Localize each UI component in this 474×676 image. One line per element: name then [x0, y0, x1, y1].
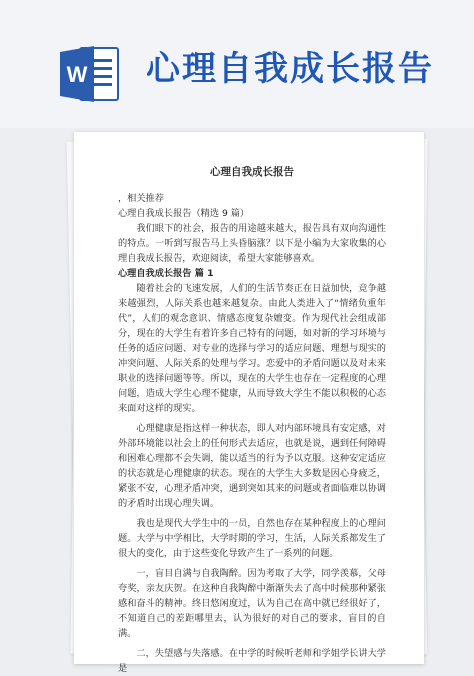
body-paragraph: 我也是现代大学生中的一员，自然也存在某种程度上的心理问题。大学与中学相比，大学时期的学习，生活，人际关系都发生了很大的变化，由于这些变化导致产生了一系列的问题。	[118, 518, 386, 559]
body-paragraph: 二，失望感与失落感。在中学的时候听老师和学姐学长讲大学是	[118, 648, 386, 674]
document-subtitle: 心理自我成长报告（精选 9 篇）	[118, 208, 250, 219]
svg-text:W: W	[66, 62, 88, 87]
document-page	[74, 132, 424, 674]
body-paragraph: 一，盲目自满与自我陶醉。因为考取了大学，同学羡慕，父母夸奖，亲友庆贺。在这种自我陶醉中渐渐失去了高中时候那种紧张感和奋斗的精神。终日悠闲度过，认为自己在高中就已经很好了，不知道自己的差距哪里去，认为很好的对自己的要求，盲目的自满。	[118, 568, 386, 639]
body-paragraph: 心理健康是指这样一种状态，即人对内部环境具有安定感，对外部环境能以社会上的任何形式去适应，也就是说，遇到任何障碍和困难心理都不会失调，能以适当的行为予以克服。这种安定适应的状态就是心理健康的状态。现在的大学生大多数是因心身疲乏，紧张不安，心理矛盾冲突，遇到突如其来的问题或者面临难以协调的矛盾时出现心理失调。	[118, 423, 386, 509]
header-banner	[0, 0, 474, 128]
body-paragraph: 随着社会的飞速发展，人们的生活节奏正在日益加快，竞争越来越强烈，人际关系也越来越复杂。由此人类进入了“情绪负重年代”，人们的观念意识、情感态度复杂嬗变。作为现代社会组成部分，现在的大学生有着许多自己特有的问题，如对新的学习环境与任务的适应问题、对专业的选择与学习的适应问题、理想与现实的冲突问题、人际关系的处理与学习。恋爱中的矛盾问题以及对未来职业的选择问题等等。所以，现在的大学生也存在一定程度的心理问题，造成大学生心理不健康，从而导致大学生不能以积极的心态来面对这样的现实。	[118, 283, 386, 414]
document-title: 心理自我成长报告	[210, 166, 294, 178]
intro-paragraph: 我们眼下的社会，报告的用途越来越大，报告具有双向沟通性的特点。一听到写报告马上头昏脑涨？以下是小编为大家收集的心理自我成长报告，欢迎阅读，希望大家能够喜欢。	[118, 223, 386, 264]
banner-title: 心理自我成长报告	[146, 49, 434, 89]
related-recommendation: ，相关推荐	[118, 193, 164, 204]
section-heading: 心理自我成长报告 篇 1	[118, 268, 214, 279]
word-document-icon	[60, 44, 122, 104]
